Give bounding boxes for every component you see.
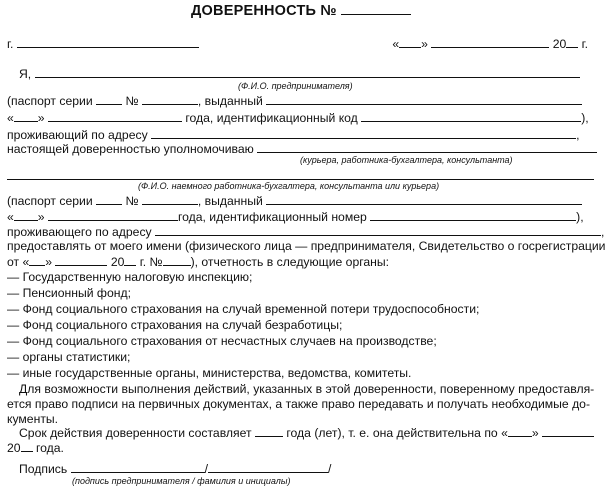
authorize-label: настоящей доверенностью уполномочиваю <box>7 142 254 156</box>
principal-name-line <box>7 66 595 81</box>
city-date-line <box>7 36 595 51</box>
organ-item: — Фонд социального страхования от несчастных случаев на производстве; <box>7 334 437 348</box>
closing: ), <box>576 210 584 224</box>
from-prefix: от « <box>7 255 30 269</box>
agent-name-field[interactable] <box>7 168 594 180</box>
principal-address-field[interactable] <box>151 127 576 139</box>
agent-issue-date-line <box>7 209 595 224</box>
issued-by-label: , выданный <box>197 94 263 108</box>
organ-item: — Государственную налоговую инспекцию; <box>7 270 253 284</box>
principal-issue-day-field[interactable] <box>14 110 38 122</box>
date-year-field[interactable] <box>566 36 578 48</box>
year-number-label: года, идентификационный номер <box>177 210 367 224</box>
signature-field[interactable] <box>71 461 205 473</box>
agent-role-field[interactable] <box>257 141 597 153</box>
validity-year-field[interactable] <box>21 440 33 452</box>
principal-issue-month-field[interactable] <box>48 110 182 122</box>
issued-by-label: , выданный <box>197 194 263 208</box>
city-prefix: г. <box>7 37 14 51</box>
doc-number-field[interactable] <box>341 3 411 15</box>
date-day-field[interactable] <box>399 36 421 48</box>
signature-slash-end: / <box>328 462 332 476</box>
agent-address-field[interactable] <box>155 224 601 236</box>
principal-passport-number-field[interactable] <box>142 93 198 105</box>
authorize-line <box>7 141 595 156</box>
registration-line <box>7 254 595 269</box>
principal-name-caption: (Ф.И.О. предпринимателя) <box>238 81 353 91</box>
authorize-caption: (курьера, работника-бухгалтера, консультанта) <box>300 155 513 165</box>
passport-series-label: (паспорт серии <box>7 194 93 208</box>
signature-line <box>7 461 595 476</box>
paragraph-line: Для возможности выполнения действий, указанных в этой доверенности, поверенному предоставля- <box>19 382 595 396</box>
signature-caption: (подпись предпринимателя / фамилия и инициалы) <box>72 476 291 486</box>
city-field[interactable] <box>17 36 199 48</box>
number-sign: № <box>125 94 139 108</box>
quote-open: « <box>7 111 14 125</box>
reg-day-field[interactable] <box>29 254 45 266</box>
reg-year-prefix: 20 <box>110 255 125 269</box>
comma: , <box>576 128 580 142</box>
number-sign: № <box>125 194 139 208</box>
date-month-field[interactable] <box>431 36 549 48</box>
agent-issue-month-field[interactable] <box>48 209 178 221</box>
quote-open: « <box>7 210 14 224</box>
validity-line <box>7 425 595 440</box>
organ-item: — Фонд социального страхования на случай безработицы; <box>7 318 343 332</box>
reg-number-field[interactable] <box>163 254 191 266</box>
reg-month-field[interactable] <box>55 254 107 266</box>
residing-label: проживающий по адресу <box>7 128 148 142</box>
principal-id-code-field[interactable] <box>361 110 581 122</box>
represent-line <box>7 239 606 253</box>
principal-address-line <box>7 127 595 142</box>
validity-month-field[interactable] <box>542 425 594 437</box>
validity-year-prefix: 20 <box>7 441 21 455</box>
title-text: ДОВЕРЕННОСТЬ № <box>191 3 337 19</box>
agent-name-caption: (Ф.И.О. наемного работника-бухгалтера, консультанта или курьера) <box>138 181 440 191</box>
agent-issue-day-field[interactable] <box>14 209 38 221</box>
reg-number-label: г. № <box>139 255 163 269</box>
validity-mid: года (лет), т. е. она действительна по « <box>286 426 508 440</box>
closing: ), <box>581 111 589 125</box>
residing-label: проживающего по адресу <box>7 225 152 239</box>
validity-year-suffix: года. <box>35 441 64 455</box>
principal-name-field[interactable] <box>35 66 580 78</box>
signature-label: Подпись <box>19 462 68 476</box>
agent-passport-series-field[interactable] <box>96 193 122 205</box>
paragraph-line: ется право подписи на первичных документах, а также право передавать и получать необходимые до- <box>7 397 591 411</box>
year-prefix: 20 <box>552 37 567 51</box>
validity-year-line <box>7 440 595 455</box>
validity-years-field[interactable] <box>255 425 283 437</box>
quote-close: » <box>37 111 45 125</box>
principal-passport-line <box>7 93 595 108</box>
principal-issue-date-line <box>7 110 595 125</box>
from-mid: » <box>45 255 53 269</box>
date-open-quote: « <box>392 37 400 51</box>
organ-item: — Пенсионный фонд; <box>7 286 131 300</box>
signature-slash: / <box>204 462 209 476</box>
agent-passport-number-field[interactable] <box>142 193 198 205</box>
comma: , <box>601 225 605 239</box>
agent-address-line <box>7 224 605 239</box>
date-close-quote: » <box>421 37 428 51</box>
year-suffix: г. <box>581 37 588 51</box>
validity-day-field[interactable] <box>508 425 532 437</box>
validity-close-quote: » <box>531 426 539 440</box>
validity-prefix: Срок действия доверенности составляет <box>19 426 252 440</box>
principal-passport-series-field[interactable] <box>96 93 122 105</box>
paragraph-line: кументы. <box>7 412 59 426</box>
reg-year-field[interactable] <box>124 254 136 266</box>
agent-issued-by-field[interactable] <box>266 193 582 205</box>
date-group <box>392 36 588 51</box>
ya-label: Я, <box>19 67 32 81</box>
quote-close: » <box>37 210 45 224</box>
represent-text: предоставлять от моего имени (физического лица — предпринимателя, Свидетельство о госрегистрации <box>7 239 606 253</box>
agent-passport-line <box>7 193 595 208</box>
name-initials-field[interactable] <box>208 461 328 473</box>
principal-issued-by-field[interactable] <box>266 93 582 105</box>
agent-id-number-field[interactable] <box>370 209 576 221</box>
document-title <box>0 3 602 19</box>
year-code-label: года, идентификационный код <box>185 111 358 125</box>
from-suffix: ), отчетность в следующие органы: <box>190 255 390 269</box>
passport-series-label: (паспорт серии <box>7 94 93 108</box>
organ-item: — Фонд социального страхования на случай временной потери трудоспособности; <box>7 302 480 316</box>
organ-item: — органы статистики; <box>7 350 131 364</box>
organ-item: — иные государственные органы, министерства, ведомства, комитеты. <box>7 366 412 380</box>
